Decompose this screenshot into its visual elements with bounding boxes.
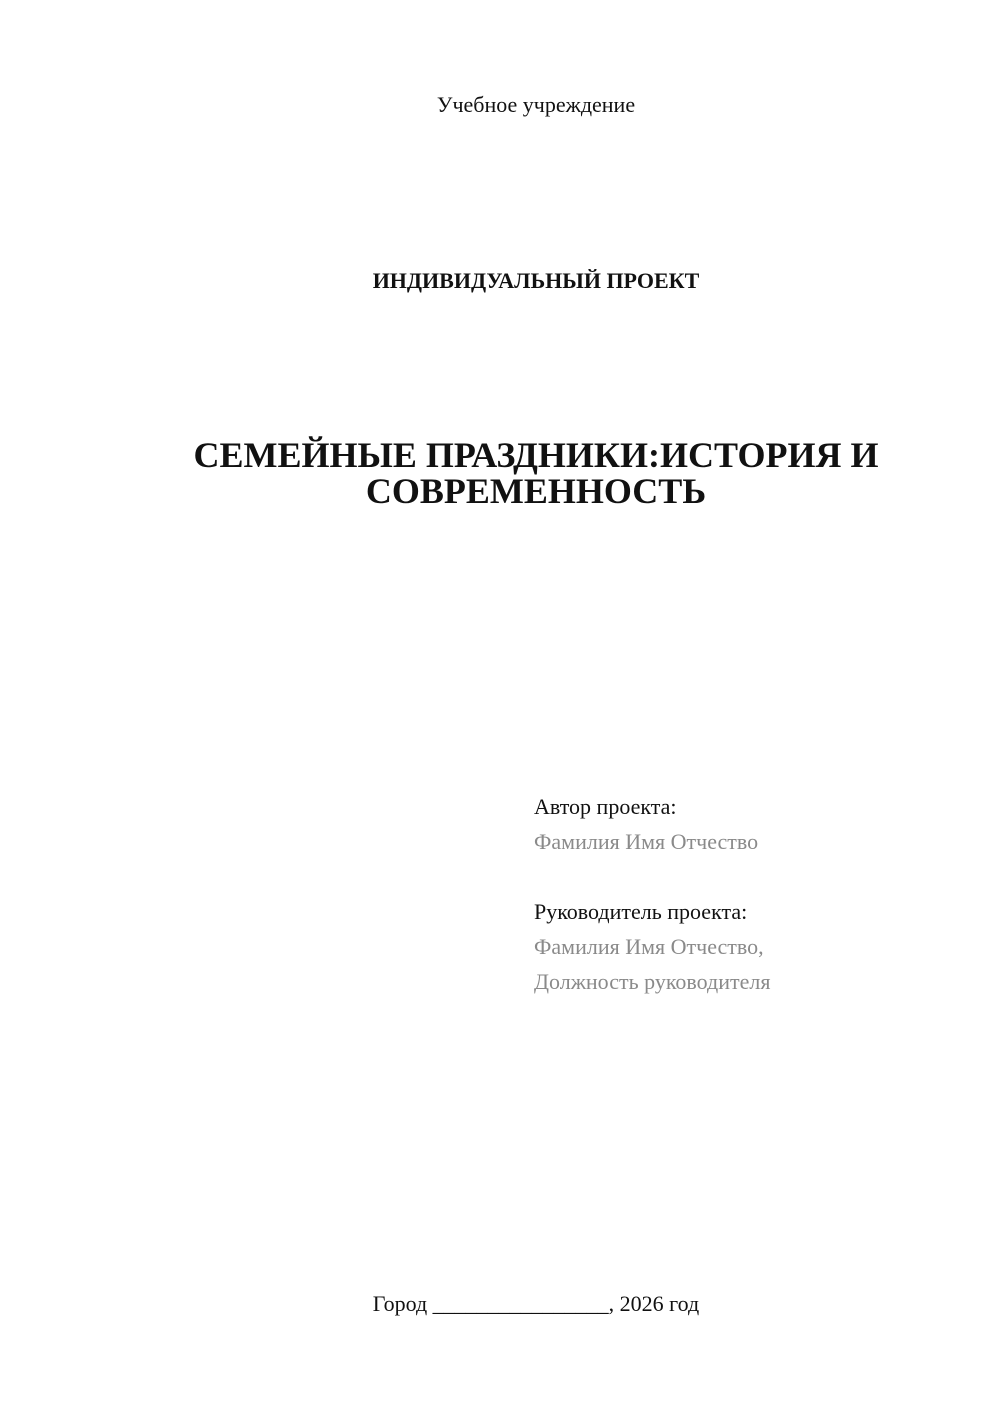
author-name: Фамилия Имя Отчество	[534, 829, 759, 854]
project-title	[0, 437, 1000, 509]
supervisor-position: Должность руководителя	[534, 969, 771, 994]
project-title-line-2: СОВРЕМЕННОСТЬ	[365, 471, 707, 511]
author-label: Автор проекта:	[534, 794, 677, 819]
city-year-line: Город ________________, 2026 год	[372, 1291, 700, 1316]
credits-spacer	[534, 859, 974, 894]
institution-name: Учебное учреждение	[436, 92, 636, 117]
supervisor-name: Фамилия Имя Отчество,	[534, 934, 764, 959]
project-title-line-1: СЕМЕЙНЫЕ ПРАЗДНИКИ:ИСТОРИЯ И	[193, 435, 879, 475]
supervisor-label: Руководитель проекта:	[534, 899, 748, 924]
project-type-heading: ИНДИВИДУАЛЬНЫЙ ПРОЕКТ	[372, 268, 700, 293]
credits-block	[534, 789, 974, 999]
